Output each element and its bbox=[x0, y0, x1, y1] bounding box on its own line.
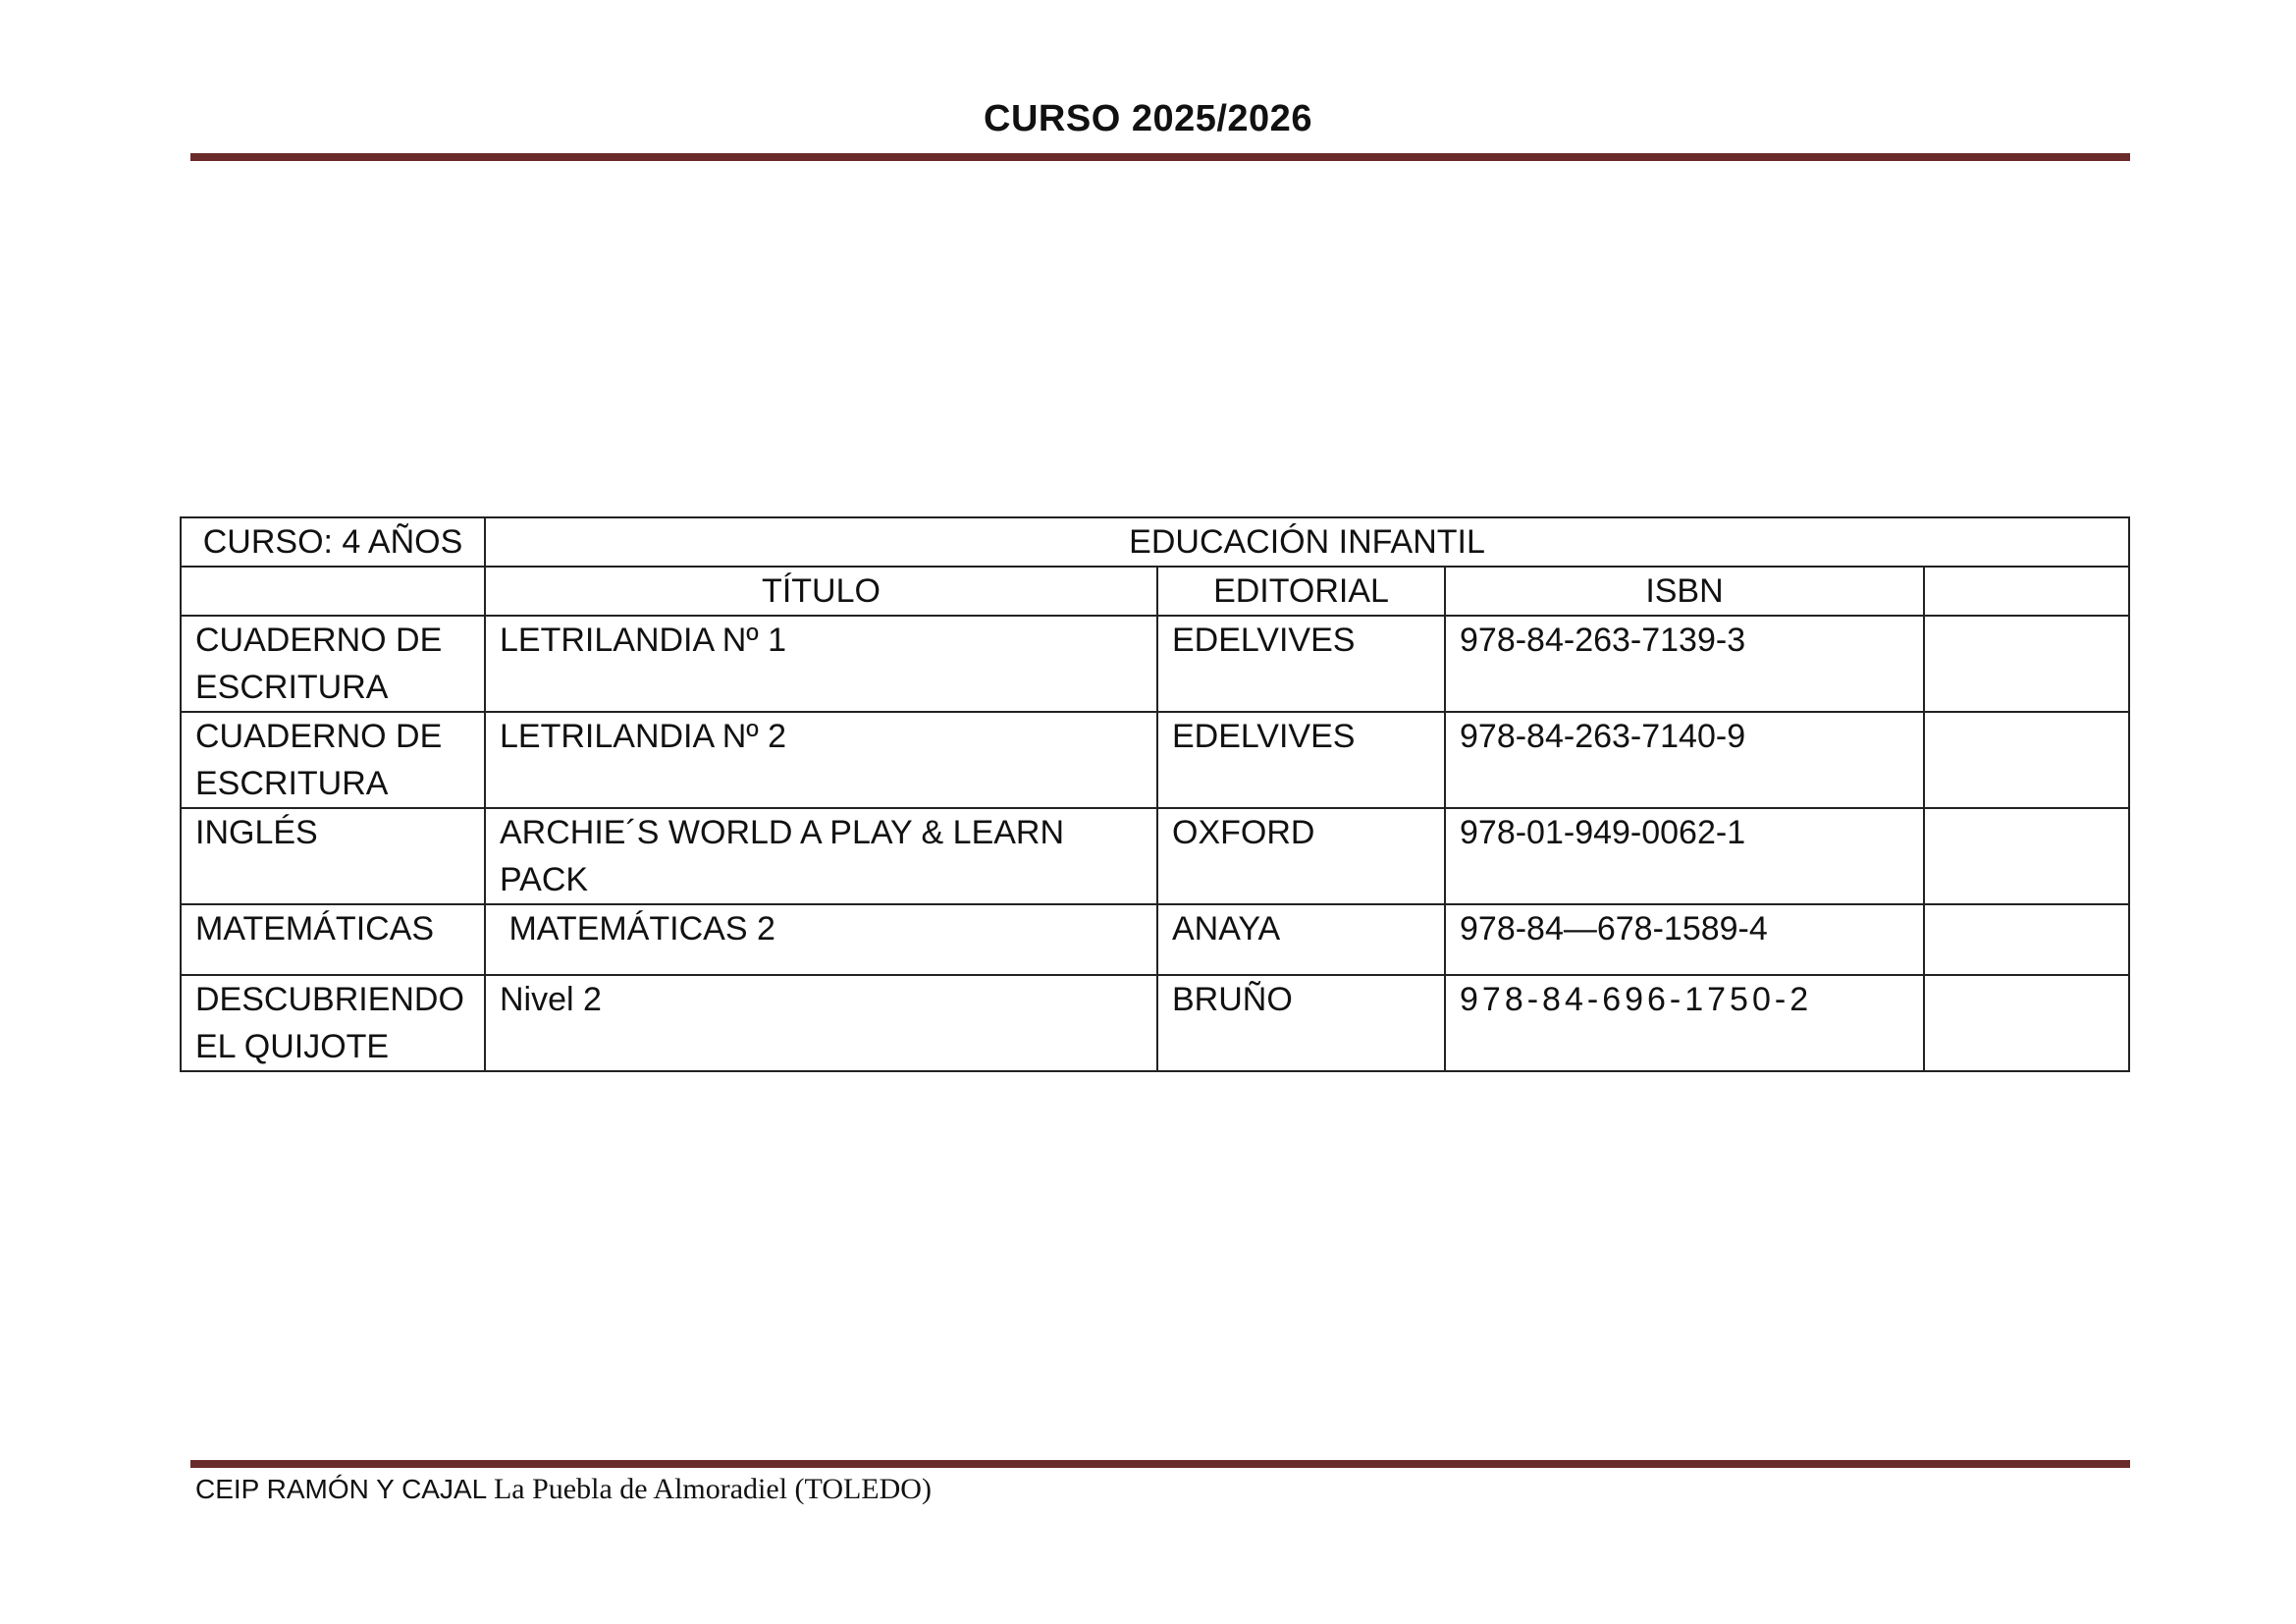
empty-header-cell bbox=[181, 567, 485, 616]
isbn-cell: 978-84-263-7140-9 bbox=[1445, 712, 1924, 808]
title-cell: ARCHIE´S WORLD A PLAY & LEARN PACK bbox=[485, 808, 1157, 904]
footer-school: CEIP RAMÓN Y CAJAL bbox=[195, 1474, 487, 1504]
header-divider bbox=[190, 153, 2130, 161]
page-title: CURSO 2025/2026 bbox=[984, 98, 1312, 139]
isbn-cell: 978-84-263-7139-3 bbox=[1445, 616, 1924, 712]
column-header-isbn: ISBN bbox=[1445, 567, 1924, 616]
title-cell: MATEMÁTICAS 2 bbox=[485, 904, 1157, 975]
course-label: CURSO: 4 AÑOS bbox=[181, 517, 485, 567]
isbn-cell: 978-84—678-1589-4 bbox=[1445, 904, 1924, 975]
empty-cell bbox=[1924, 904, 2129, 975]
subject-cell: DESCUBRIENDO EL QUIJOTE bbox=[181, 975, 485, 1071]
column-header-editorial: EDITORIAL bbox=[1157, 567, 1445, 616]
subject-cell: MATEMÁTICAS bbox=[181, 904, 485, 975]
stage-label: EDUCACIÓN INFANTIL bbox=[485, 517, 2129, 567]
isbn-cell: 978-01-949-0062-1 bbox=[1445, 808, 1924, 904]
empty-cell bbox=[1924, 808, 2129, 904]
publisher-cell: ANAYA bbox=[1157, 904, 1445, 975]
footer bbox=[195, 1473, 932, 1506]
table-header-row bbox=[181, 567, 2129, 616]
table-row bbox=[181, 712, 2129, 808]
publisher-cell: OXFORD bbox=[1157, 808, 1445, 904]
subject-cell: CUADERNO DE ESCRITURA bbox=[181, 616, 485, 712]
table-row bbox=[181, 808, 2129, 904]
title-cell: Nivel 2 bbox=[485, 975, 1157, 1071]
table-row bbox=[181, 904, 2129, 975]
footer-divider bbox=[190, 1460, 2130, 1468]
table-row bbox=[181, 975, 2129, 1071]
table-row bbox=[181, 616, 2129, 712]
footer-location: La Puebla de Almoradiel (TOLEDO) bbox=[493, 1473, 932, 1505]
publisher-cell: EDELVIVES bbox=[1157, 712, 1445, 808]
title-cell: LETRILANDIA Nº 1 bbox=[485, 616, 1157, 712]
subject-cell: INGLÉS bbox=[181, 808, 485, 904]
empty-cell bbox=[1924, 975, 2129, 1071]
publisher-cell: EDELVIVES bbox=[1157, 616, 1445, 712]
subject-cell: CUADERNO DE ESCRITURA bbox=[181, 712, 485, 808]
publisher-cell: BRUÑO bbox=[1157, 975, 1445, 1071]
book-list-table bbox=[180, 516, 2130, 1072]
empty-cell bbox=[1924, 712, 2129, 808]
empty-header-cell bbox=[1924, 567, 2129, 616]
title-cell: LETRILANDIA Nº 2 bbox=[485, 712, 1157, 808]
empty-cell bbox=[1924, 616, 2129, 712]
isbn-cell: 978-84-696-1750-2 bbox=[1445, 975, 1924, 1071]
table-row bbox=[181, 517, 2129, 567]
column-header-titulo: TÍTULO bbox=[485, 567, 1157, 616]
